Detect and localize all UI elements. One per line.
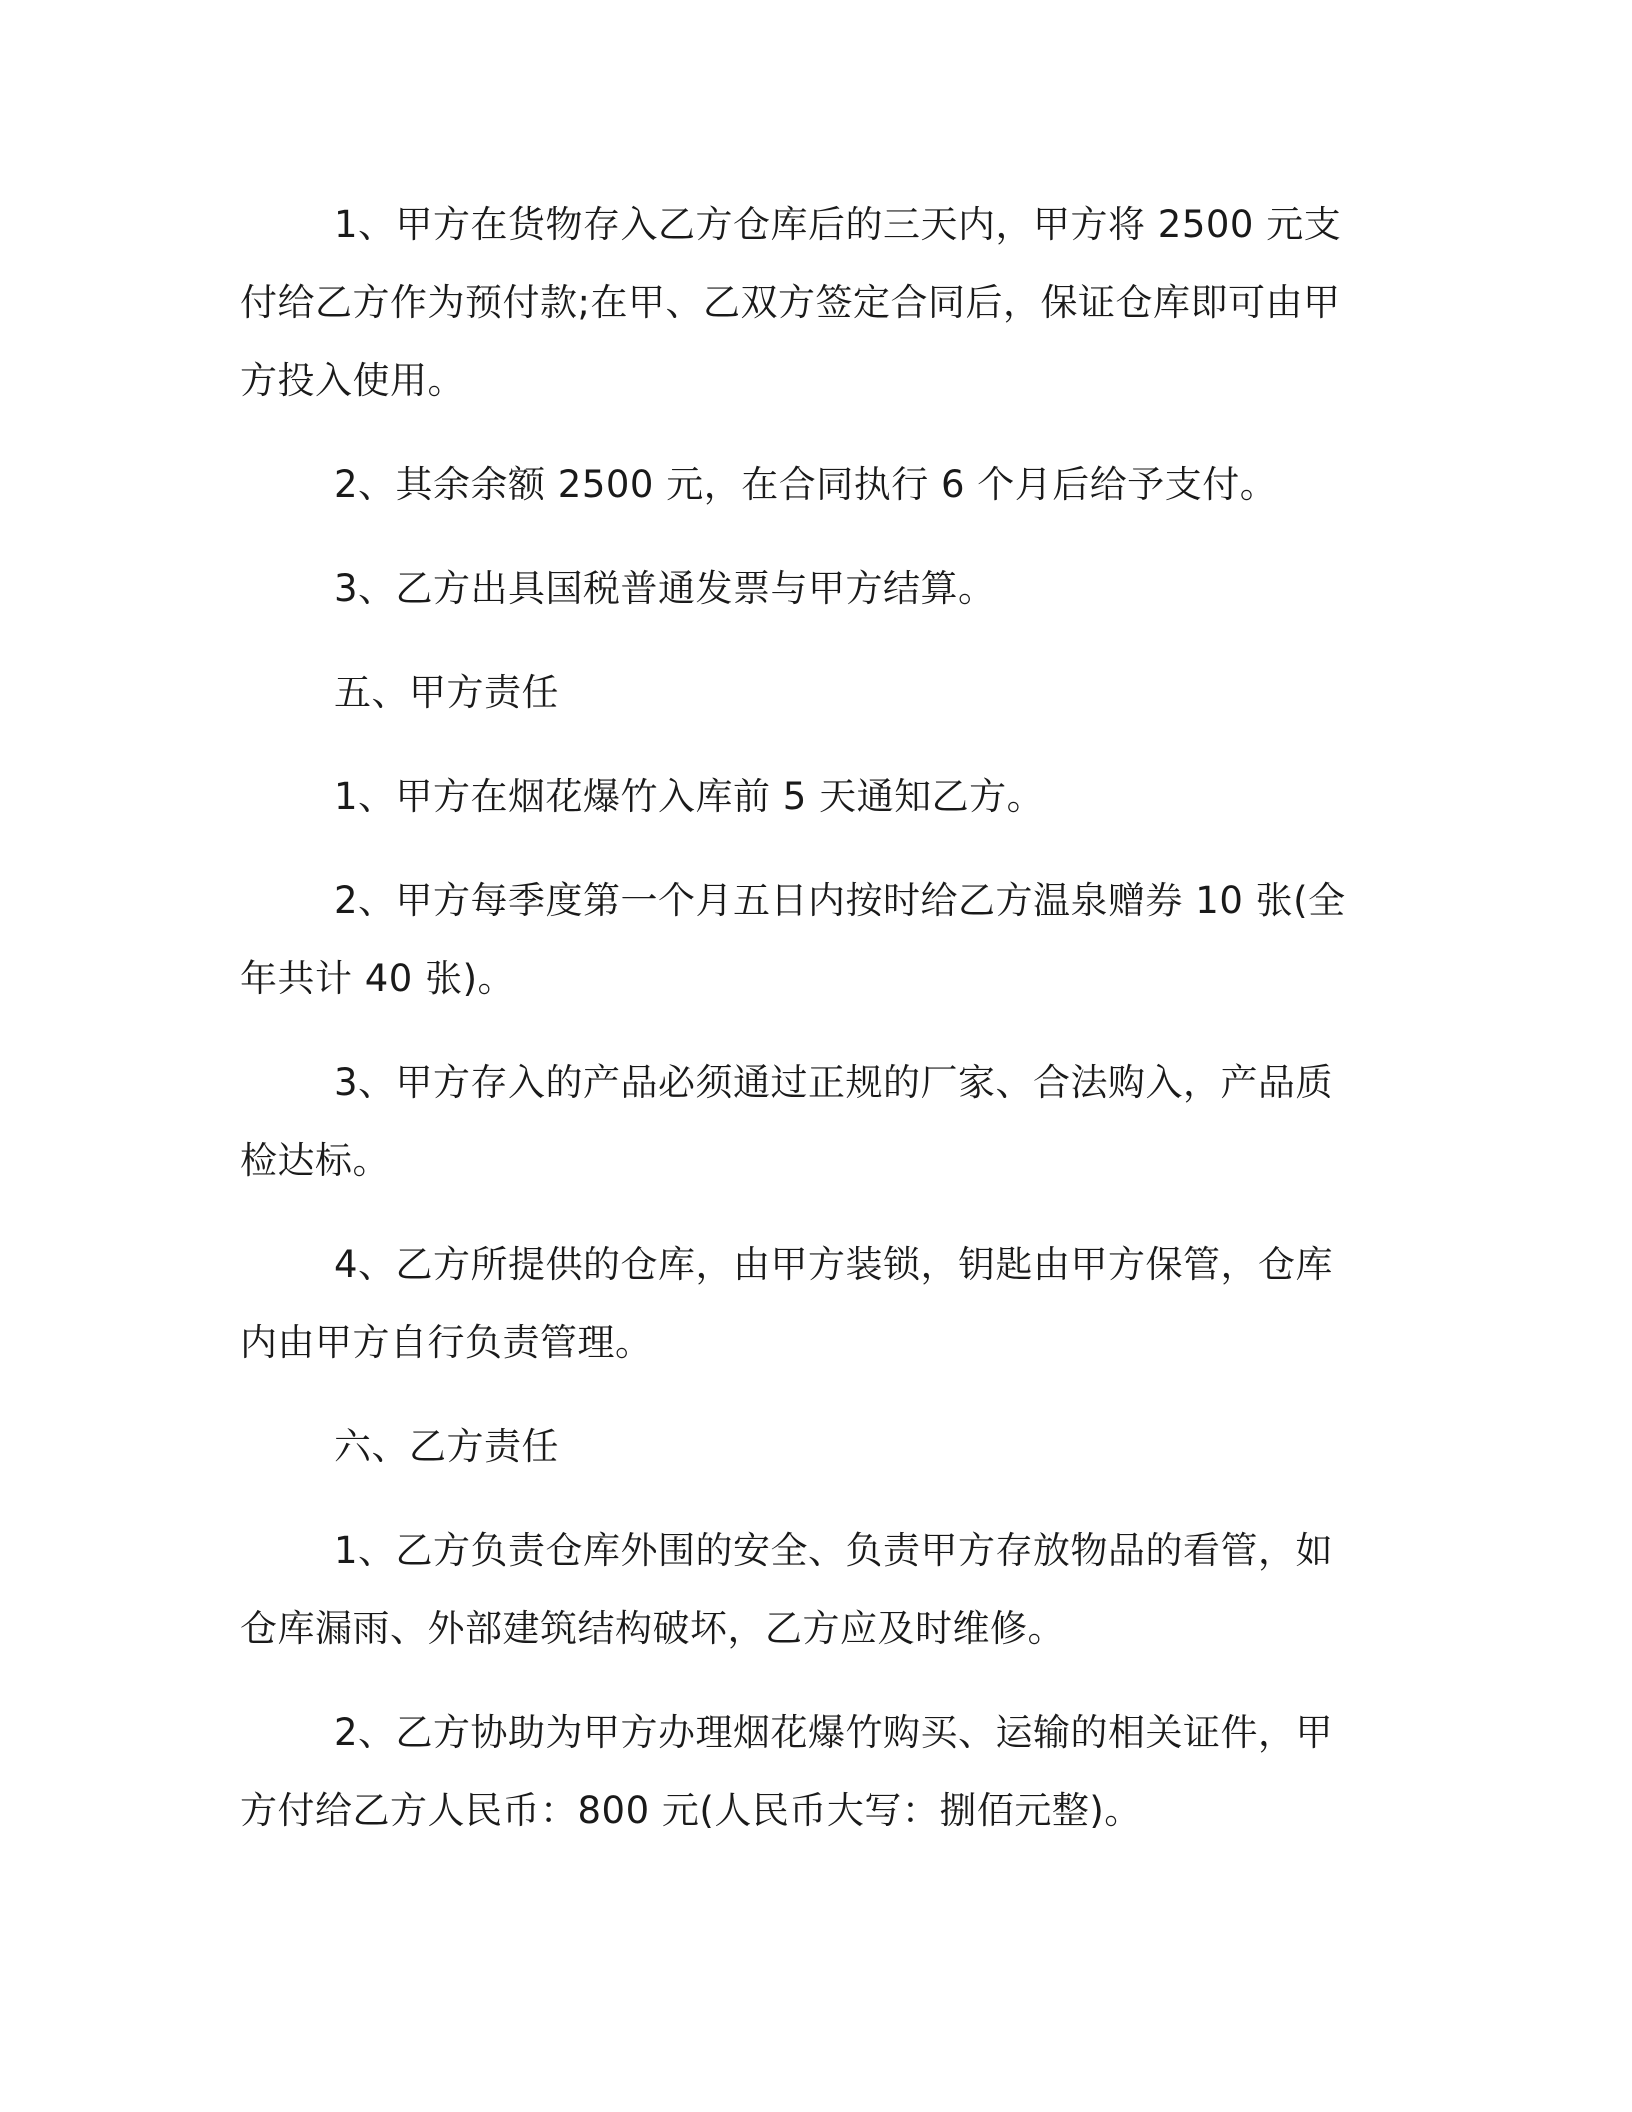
clause-party-a-3: 3、甲方存入的产品必须通过正规的厂家、合法购入，产品质检达标。 (240, 1061, 1334, 1182)
section-heading-party-b: 六、乙方责任 (334, 1425, 559, 1468)
clause-party-a-2: 2、甲方每季度第一个月五日内按时给乙方温泉赠券 10 张(全年共计 40 张)。 (240, 879, 1346, 1000)
clause-party-b-2: 2、乙方协助为甲方办理烟花爆竹购买、运输的相关证件，甲方付给乙方人民币：800 元(人民币大写：捌佰元整)。 (240, 1711, 1334, 1832)
section-heading-party-a: 五、甲方责任 (334, 671, 559, 714)
clause-payment-3: 3、乙方出具国税普通发票与甲方结算。 (334, 567, 996, 610)
clause-payment-2: 2、其余余额 2500 元，在合同执行 6 个月后给予支付。 (334, 463, 1278, 506)
clause-party-a-4: 4、乙方所提供的仓库，由甲方装锁，钥匙由甲方保管，仓库内由甲方自行负责管理。 (240, 1243, 1334, 1364)
clause-party-a-1: 1、甲方在烟花爆竹入库前 5 天通知乙方。 (334, 775, 1045, 818)
clause-payment-1: 1、甲方在货物存入乙方仓库后的三天内，甲方将 2500 元支付给乙方作为预付款;在甲、乙双方签定合同后，保证仓库即可由甲方投入使用。 (240, 203, 1342, 402)
clause-party-b-1: 1、乙方负责仓库外围的安全、负责甲方存放物品的看管，如仓库漏雨、外部建筑结构破坏，乙方应及时维修。 (240, 1529, 1334, 1650)
document-body (240, 186, 1360, 1876)
